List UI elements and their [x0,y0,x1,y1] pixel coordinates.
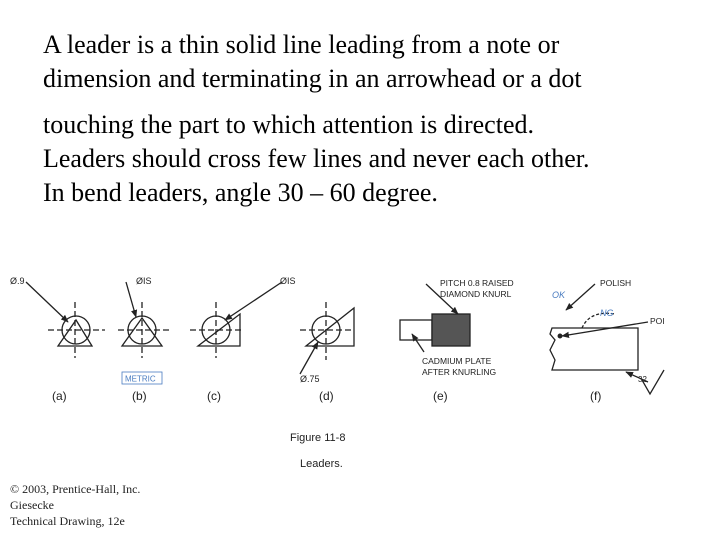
detail-paragraph [43,108,590,210]
example-a [26,282,105,358]
publisher-credits [10,481,140,529]
polish-label: POLISH [600,278,632,288]
text-line: In bend leaders, angle 30 – 60 degree. [43,178,438,207]
credit-line: Giesecke [10,498,54,512]
sub-label-f: (f) [590,389,602,403]
leaders-figure [0,268,720,420]
sub-label-e: (e) [433,389,448,403]
sub-label-c: (c) [207,389,221,403]
sub-label-b: (b) [132,389,147,403]
ok-label: OK [552,290,566,300]
text-line: A leader is a thin solid line leading from a note or [43,30,560,59]
finish-value: 32 [638,375,647,384]
poi-label: POI [650,316,665,326]
sub-label-a: (a) [52,389,67,403]
credit-line: © 2003, Prentice-Hall, Inc. [10,482,141,496]
dim-b: ØIS [136,276,152,286]
figure-caption-title: Figure 11-8 [290,432,346,444]
credit-line: Technical Drawing, 12e [10,514,125,528]
knurl-note-line: DIAMOND KNURL [440,289,512,299]
figure-caption-subtitle: Leaders. [300,458,343,470]
example-d [300,302,354,374]
text-line: Leaders should cross few lines and never each other. [43,144,590,173]
text-line: dimension and terminating in an arrowhead or a dot [43,64,582,93]
dim-c: ØIS [280,276,296,286]
ng-label: NG [600,308,614,318]
dim-d: Ø.75 [300,374,320,384]
sub-label-d: (d) [319,389,334,403]
example-c [190,282,282,358]
metric-badge: METRIC [125,374,156,384]
plate-note-line: AFTER KNURLING [422,367,497,377]
knurl-note-line: PITCH 0.8 RAISED [440,278,514,288]
text-line: touching the part to which attention is directed. [43,110,534,139]
plate-note-line: CADMIUM PLATE [422,356,492,366]
intro-paragraph [43,28,582,96]
example-b [118,282,170,358]
dim-a: Ø.9 [10,276,25,286]
